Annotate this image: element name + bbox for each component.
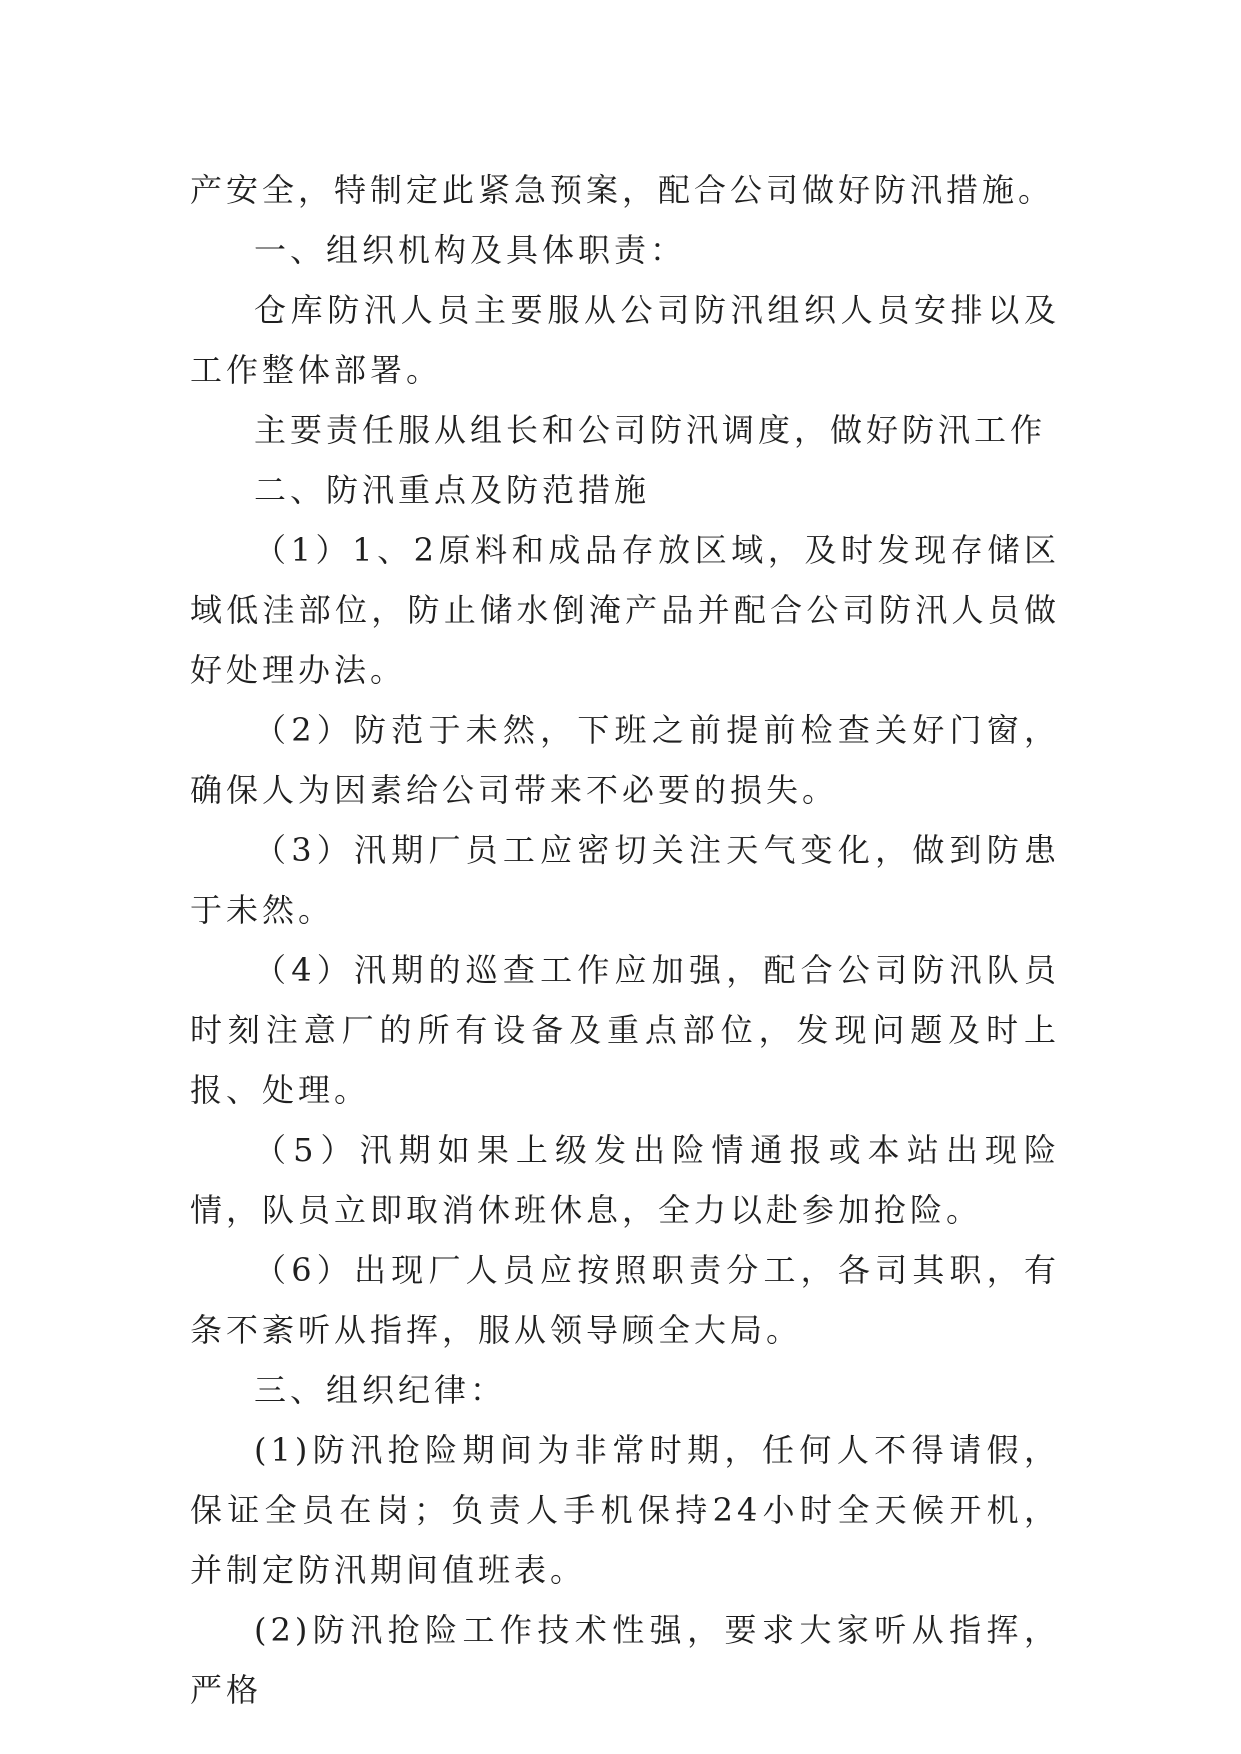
paragraph-1: 产安全，特制定此紧急预案，配合公司做好防汛措施。 [190,171,1055,209]
section-heading-organization: 一、组织机构及具体职责： [254,231,687,269]
section-heading-measures: 二、防汛重点及防范措施 [254,471,651,509]
document-body [190,160,1060,1720]
discipline-item-1: (1)防汛抢险期间为非常时期，任何人不得请假，保证全员在岗；负责人手机保持24小时全天候开机，并制定防汛期间值班表。 [190,1431,1060,1589]
paragraph-4: 主要责任服从组长和公司防汛调度，做好防汛工作 [254,411,1047,449]
measure-item-5: （5）汛期如果上级发出险情通报或本站出现险情，队员立即取消休班休息，全力以赴参加抢险。 [190,1131,1060,1229]
measure-item-1: （1）1、2原料和成品存放区域，及时发现存储区域低洼部位，防止储水倒淹产品并配合公司防汛人员做好处理办法。 [190,531,1060,689]
measure-item-6: （6）出现厂人员应按照职责分工，各司其职，有条不紊听从指挥，服从领导顾全大局。 [190,1251,1060,1349]
measure-item-2: （2）防范于未然，下班之前提前检查关好门窗，确保人为因素给公司带来不必要的损失。 [190,711,1060,809]
discipline-item-2: (2)防汛抢险工作技术性强，要求大家听从指挥，严格 [190,1611,1060,1709]
measure-item-4: （4）汛期的巡查工作应加强，配合公司防汛队员时刻注意厂的所有设备及重点部位，发现问题及时上报、处理。 [190,951,1060,1109]
measure-item-3: （3）汛期厂员工应密切关注天气变化，做到防患于未然。 [190,831,1060,929]
paragraph-3: 仓库防汛人员主要服从公司防汛组织人员安排以及工作整体部署。 [190,291,1060,389]
section-heading-discipline: 三、组织纪律： [254,1371,507,1409]
